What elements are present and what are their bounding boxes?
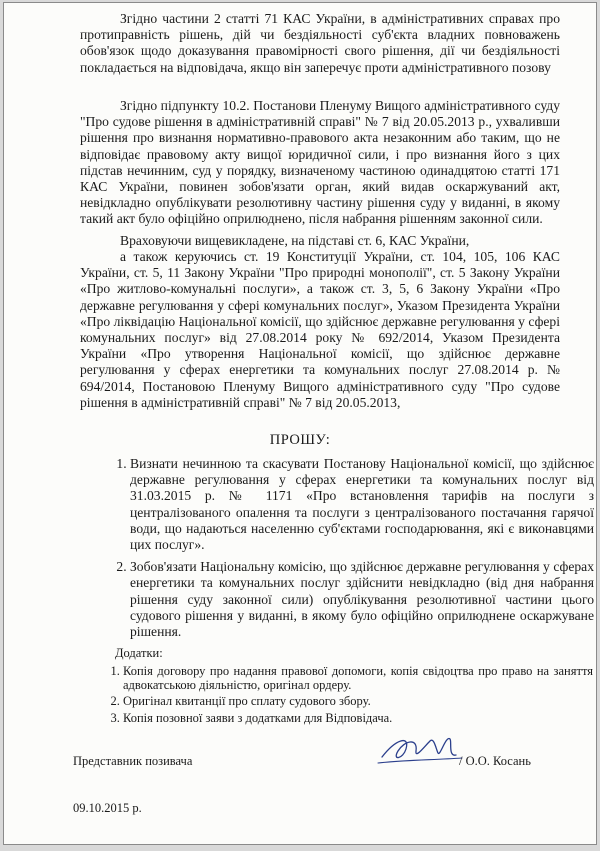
handwritten-signature	[376, 727, 464, 771]
request-heading: ПРОШУ:	[269, 432, 331, 448]
attachment-item: 3. Копія позовної заяви з додатками для Відповідача.	[123, 711, 593, 725]
paragraph-burden-of-proof: Згідно частини 2 статті 71 КАС України, в адміністративних справах про протиправність рішень, дій чи бездіяльності суб'єкта владних повноважень обов'язок щодо доказування правомірності свого рішення, дії чи бездіяльності покладається на відповідача, якщо він заперечує проти адміністративного позову	[80, 11, 560, 75]
representative-label: Представник позивача	[73, 754, 193, 768]
attachment-item: 2. Оригінал квитанції про сплату судового збору.	[123, 694, 593, 708]
request-item: 2. Зобов'язати Національну комісію, що здійснює державне регулювання у сферах енергетики та комунальних послуг здійснити невідкладно (від дня набрання рішення суду законної сили) опублікування резолютивної частини цього судового рішення у виданні, в якому було офіційно оприлюднене оскаржуване рішення.	[130, 559, 594, 640]
paragraph-plenum-resolution: Згідно підпункту 10.2. Постанови Пленуму Вищого адміністративного суду "Про судове рішення в адміністративній справі" № 7 від 20.05.2013 р., ухваливши рішення про визнання нормативно-правового акта незаконним або таким, що не відповідає правовому акту вищої юридичної сили, і про визнання його з цих підстав нечинним, суд у порядку, визначеному частиною одинадцятою статті 171 КАС України, повинен зобов'язати орган, який видав оскаржуваний акт, невідкладно опублікувати резолютивну частину рішення суду у виданні, в якому такий акт було офіційно оприлюднено, після набрання рішенням законної сили.	[80, 98, 560, 227]
attachments-list	[101, 664, 593, 727]
attachment-item: 1. Копія договору про надання правової допомоги, копія свідоцтва про право на заняття адвокатською діяльністю, оригінал ордеру.	[123, 664, 593, 692]
attachments-title: Додатки:	[115, 646, 163, 660]
document-page	[3, 2, 597, 845]
paragraph-grounds-intro: Враховуючи вищевикладене, на підставі ст. 6, КАС України,	[120, 233, 470, 248]
paragraph-legal-grounds: а також керуючись ст. 19 Конституції України, ст. 104, 105, 106 КАС України, ст. 5, 11 Закону України "Про природні монополії", ст. 5 Закону України «Про житлово-комунальні послуги», а також ст. 3, 5, 6 Закону України «Про державне регулювання у сфері комунальних послуг», Указом Президента України «Про ліквідацію Національної комісії, що здійснює державне регулювання у сфері комунальних послуг» від 27.08.2014 року № 692/2014, Указом Президента України «Про утворення Національної комісії, що здійснює державне регулювання у сферах енергетики та комунальних послуг 27.08.2014 р. № 694/2014, Постановою Пленуму Вищого адміністративного суду "Про судове рішення в адміністративній справі" № 7 від 20.05.2013,	[80, 249, 560, 410]
request-item: 1. Визнати нечинною та скасувати Постанову Національної комісії, що здійснює державне регулювання у сферах енергетики та комунальних послуг від 31.03.2015 р. № 1171 «Про встановлення тарифів на послуги з централізованого опалення та послуги з централізованого постачання гарячої води, що надаються населенню суб'єктами господарювання, які є виконавцями цих послуг».	[130, 456, 594, 553]
representative-name: / О.О. Косань	[459, 754, 531, 768]
requests-list	[108, 456, 594, 646]
document-date: 09.10.2015 р.	[73, 801, 142, 815]
